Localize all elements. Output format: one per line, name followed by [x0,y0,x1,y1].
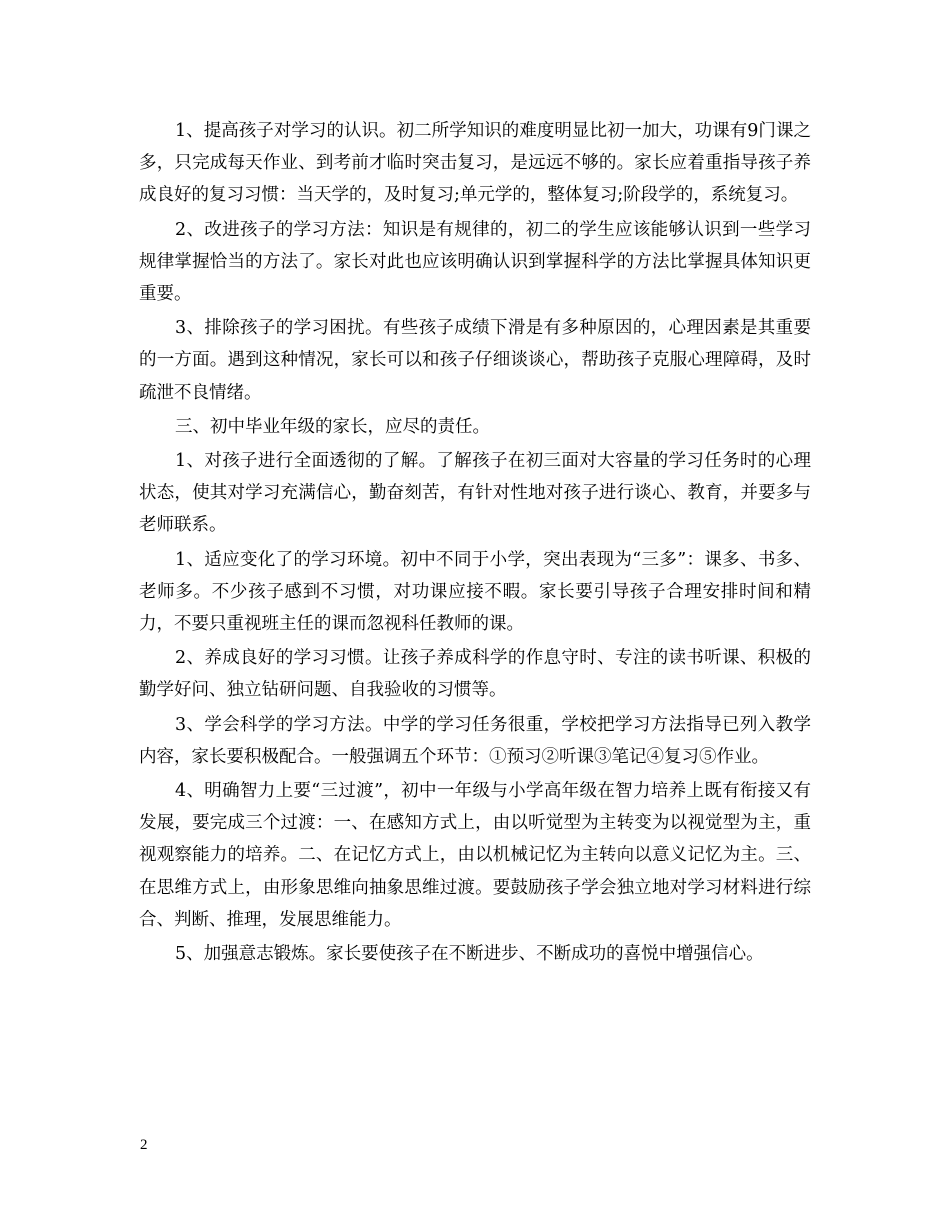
paragraph: 1、提高孩子对学习的认识。初二所学知识的难度明显比初一加大，功课有9门课之多，只完成每天作业、到考前才临时突击复习，是远远不够的。家长应着重指导孩子养成良好的复习习惯：当天学的，及时复习;单元学的，整体复习;阶段学的，系统复习。 [139,121,811,206]
document-body [139,115,811,972]
section-heading: 三、初中毕业年级的家长，应尽的责任。 [175,416,490,437]
paragraph: 4、明确智力上要“三过渡”，初中一年级与小学高年级在智力培养上既有衔接又有发展，要完成三个过渡：一、在感知方式上，由以听觉型为主转变为以视觉型为主，重视观察能力的培养。二、在记忆方式上，由以机械记忆为主转向以意义记忆为主。三、在思维方式上，由形象思维向抽象思维过渡。要鼓励孩子学会独立地对学习材料进行综合、判断、推理，发展思维能力。 [139,781,811,930]
paragraph: 2、改进孩子的学习方法：知识是有规律的，初二的学生应该能够认识到一些学习规律掌握恰当的方法了。家长对此也应该明确认识到掌握科学的方法比掌握具体知识更重要。 [139,219,811,305]
paragraph: 3、学会科学的学习方法。中学的学习任务很重，学校把学习方法指导已列入教学内容，家长要积极配合。一般强调五个环节：①预习②听课③笔记④复习⑤作业。 [139,714,811,767]
paragraph: 3、排除孩子的学习困扰。有些孩子成绩下滑是有多种原因的，心理因素是其重要的一方面。遇到这种情况，家长可以和孩子仔细谈谈心，帮助孩子克服心理障碍，及时疏泄不良情绪。 [139,318,811,403]
paragraph: 1、适应变化了的学习环境。初中不同于小学，突出表现为“三多”：课多、书多、老师多。不少孩子感到不习惯，对功课应接不暇。家长要引导孩子合理安排时间和精力，不要只重视班主任的课而忽视科任教师的课。 [139,549,811,635]
paragraph: 1、对孩子进行全面透彻的了解。了解孩子在初三面对大容量的学习任务时的心理状态，使其对学习充满信心，勤奋刻苦，有针对性地对孩子进行谈心、教育，并要多与老师联系。 [139,451,811,536]
page-number: 2 [140,1137,148,1153]
paragraph: 5、加强意志锻炼。家长要使孩子在不断进步、不断成功的喜悦中增强信心。 [175,944,764,965]
paragraph: 2、养成良好的学习习惯。让孩子养成科学的作息守时、专注的读书听课、积极的勤学好问、独立钻研问题、自我验收的习惯等。 [139,648,811,701]
